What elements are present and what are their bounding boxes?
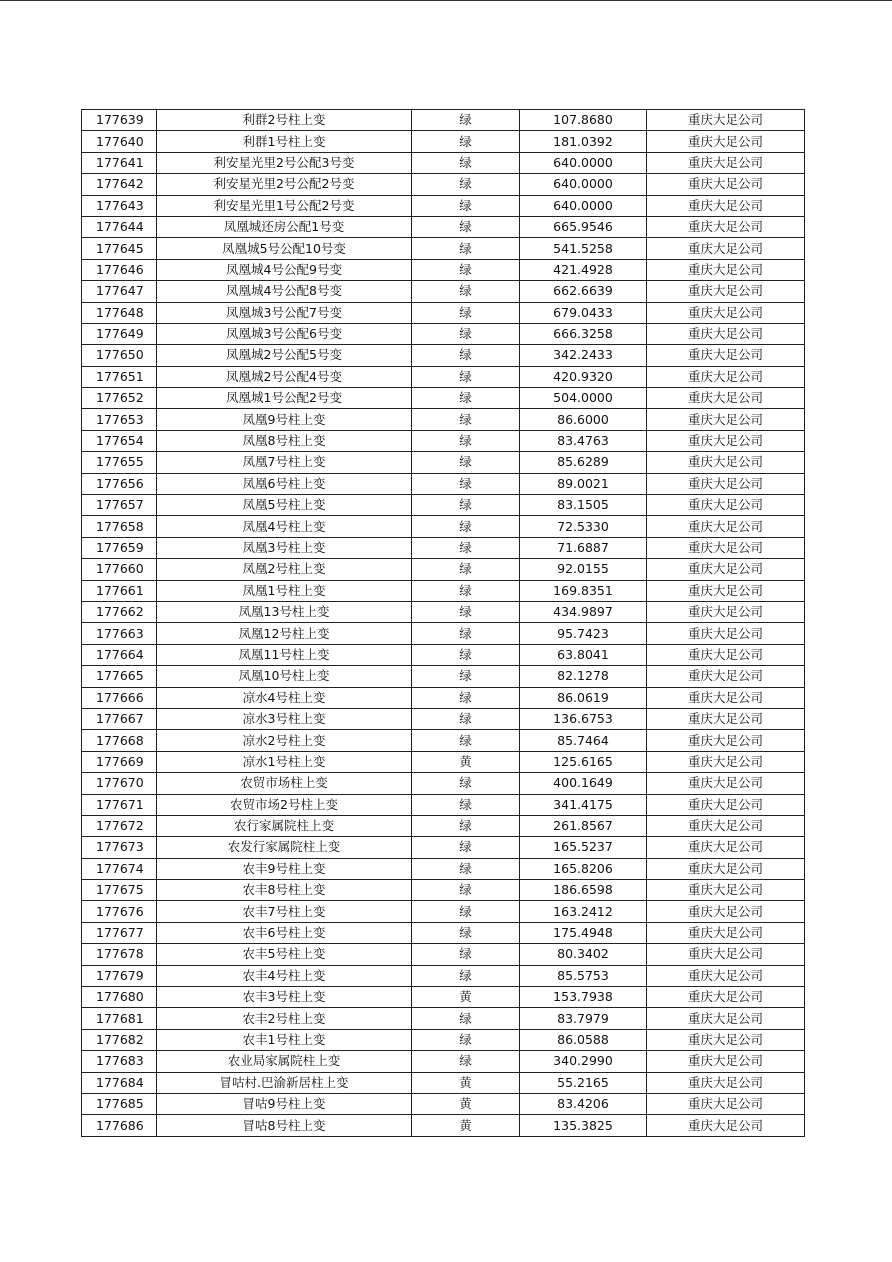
status-cell: 绿 (412, 174, 520, 195)
table-row (82, 730, 805, 751)
name-cell: 凉水3号柱上变 (157, 708, 412, 729)
status-cell: 绿 (412, 623, 520, 644)
value-cell: 421.4928 (520, 259, 647, 280)
name-cell: 农丰3号柱上变 (157, 987, 412, 1008)
company-cell: 重庆大足公司 (647, 238, 805, 259)
value-cell: 125.6165 (520, 751, 647, 772)
value-cell: 72.5330 (520, 516, 647, 537)
table-row (82, 495, 805, 516)
company-cell: 重庆大足公司 (647, 302, 805, 323)
value-cell: 175.4948 (520, 922, 647, 943)
company-cell: 重庆大足公司 (647, 987, 805, 1008)
id-cell: 177657 (82, 495, 157, 516)
status-cell: 绿 (412, 452, 520, 473)
name-cell: 冒咕8号柱上变 (157, 1115, 412, 1136)
status-cell: 黄 (412, 751, 520, 772)
status-cell: 绿 (412, 1029, 520, 1050)
name-cell: 凤凰城还房公配1号变 (157, 216, 412, 237)
id-cell: 177672 (82, 815, 157, 836)
value-cell: 169.8351 (520, 580, 647, 601)
name-cell: 凤凰2号柱上变 (157, 559, 412, 580)
id-cell: 177675 (82, 880, 157, 901)
status-cell: 绿 (412, 815, 520, 836)
company-cell: 重庆大足公司 (647, 388, 805, 409)
id-cell: 177667 (82, 708, 157, 729)
value-cell: 665.9546 (520, 216, 647, 237)
value-cell: 83.4206 (520, 1093, 647, 1114)
status-cell: 绿 (412, 580, 520, 601)
value-cell: 82.1278 (520, 666, 647, 687)
status-cell: 绿 (412, 430, 520, 451)
company-cell: 重庆大足公司 (647, 452, 805, 473)
company-cell: 重庆大足公司 (647, 1093, 805, 1114)
status-cell: 绿 (412, 345, 520, 366)
id-cell: 177645 (82, 238, 157, 259)
company-cell: 重庆大足公司 (647, 281, 805, 302)
value-cell: 153.7938 (520, 987, 647, 1008)
company-cell: 重庆大足公司 (647, 195, 805, 216)
id-cell: 177664 (82, 644, 157, 665)
transformer-table (81, 109, 805, 1137)
value-cell: 86.6000 (520, 409, 647, 430)
table-row (82, 110, 805, 131)
name-cell: 凤凰4号柱上变 (157, 516, 412, 537)
name-cell: 农丰4号柱上变 (157, 965, 412, 986)
id-cell: 177656 (82, 473, 157, 494)
id-cell: 177650 (82, 345, 157, 366)
id-cell: 177655 (82, 452, 157, 473)
value-cell: 181.0392 (520, 131, 647, 152)
name-cell: 利安星光里2号公配2号变 (157, 174, 412, 195)
status-cell: 绿 (412, 537, 520, 558)
company-cell: 重庆大足公司 (647, 409, 805, 430)
id-cell: 177640 (82, 131, 157, 152)
name-cell: 农发行家属院柱上变 (157, 837, 412, 858)
status-cell: 黄 (412, 1072, 520, 1093)
table-row (82, 452, 805, 473)
name-cell: 凤凰13号柱上变 (157, 601, 412, 622)
value-cell: 80.3402 (520, 944, 647, 965)
name-cell: 凤凰3号柱上变 (157, 537, 412, 558)
id-cell: 177641 (82, 152, 157, 173)
id-cell: 177683 (82, 1051, 157, 1072)
company-cell: 重庆大足公司 (647, 730, 805, 751)
table-row (82, 1115, 805, 1136)
id-cell: 177660 (82, 559, 157, 580)
id-cell: 177685 (82, 1093, 157, 1114)
table-row (82, 751, 805, 772)
table-row (82, 1072, 805, 1093)
status-cell: 绿 (412, 944, 520, 965)
table-row (82, 901, 805, 922)
company-cell: 重庆大足公司 (647, 473, 805, 494)
name-cell: 农丰9号柱上变 (157, 858, 412, 879)
name-cell: 凤凰6号柱上变 (157, 473, 412, 494)
company-cell: 重庆大足公司 (647, 858, 805, 879)
table-row (82, 1029, 805, 1050)
table-row (82, 195, 805, 216)
id-cell: 177669 (82, 751, 157, 772)
value-cell: 86.0619 (520, 687, 647, 708)
company-cell: 重庆大足公司 (647, 837, 805, 858)
id-cell: 177653 (82, 409, 157, 430)
table-row (82, 987, 805, 1008)
value-cell: 92.0155 (520, 559, 647, 580)
table-row (82, 794, 805, 815)
name-cell: 农丰2号柱上变 (157, 1008, 412, 1029)
name-cell: 利群2号柱上变 (157, 110, 412, 131)
value-cell: 83.1505 (520, 495, 647, 516)
company-cell: 重庆大足公司 (647, 110, 805, 131)
company-cell: 重庆大足公司 (647, 366, 805, 387)
id-cell: 177651 (82, 366, 157, 387)
name-cell: 农丰5号柱上变 (157, 944, 412, 965)
company-cell: 重庆大足公司 (647, 580, 805, 601)
id-cell: 177671 (82, 794, 157, 815)
name-cell: 农丰8号柱上变 (157, 880, 412, 901)
status-cell: 绿 (412, 559, 520, 580)
name-cell: 凤凰城2号公配4号变 (157, 366, 412, 387)
value-cell: 341.4175 (520, 794, 647, 815)
table-row (82, 216, 805, 237)
table-row (82, 131, 805, 152)
table-row (82, 708, 805, 729)
name-cell: 凤凰9号柱上变 (157, 409, 412, 430)
company-cell: 重庆大足公司 (647, 666, 805, 687)
company-cell: 重庆大足公司 (647, 687, 805, 708)
id-cell: 177674 (82, 858, 157, 879)
name-cell: 凤凰8号柱上变 (157, 430, 412, 451)
id-cell: 177680 (82, 987, 157, 1008)
name-cell: 凤凰5号柱上变 (157, 495, 412, 516)
company-cell: 重庆大足公司 (647, 922, 805, 943)
status-cell: 绿 (412, 366, 520, 387)
value-cell: 107.8680 (520, 110, 647, 131)
id-cell: 177676 (82, 901, 157, 922)
company-cell: 重庆大足公司 (647, 323, 805, 344)
status-cell: 绿 (412, 1008, 520, 1029)
value-cell: 400.1649 (520, 773, 647, 794)
id-cell: 177679 (82, 965, 157, 986)
company-cell: 重庆大足公司 (647, 559, 805, 580)
name-cell: 凤凰1号柱上变 (157, 580, 412, 601)
name-cell: 农业局家属院柱上变 (157, 1051, 412, 1072)
company-cell: 重庆大足公司 (647, 1072, 805, 1093)
value-cell: 85.5753 (520, 965, 647, 986)
id-cell: 177644 (82, 216, 157, 237)
table-row (82, 666, 805, 687)
id-cell: 177678 (82, 944, 157, 965)
value-cell: 640.0000 (520, 195, 647, 216)
value-cell: 434.9897 (520, 601, 647, 622)
status-cell: 绿 (412, 922, 520, 943)
id-cell: 177668 (82, 730, 157, 751)
value-cell: 55.2165 (520, 1072, 647, 1093)
status-cell: 绿 (412, 473, 520, 494)
status-cell: 绿 (412, 388, 520, 409)
table-row (82, 1051, 805, 1072)
status-cell: 绿 (412, 880, 520, 901)
table-row (82, 516, 805, 537)
table-row (82, 773, 805, 794)
company-cell: 重庆大足公司 (647, 345, 805, 366)
status-cell: 绿 (412, 708, 520, 729)
table-row (82, 409, 805, 430)
name-cell: 凉水1号柱上变 (157, 751, 412, 772)
company-cell: 重庆大足公司 (647, 601, 805, 622)
status-cell: 黄 (412, 1093, 520, 1114)
company-cell: 重庆大足公司 (647, 944, 805, 965)
company-cell: 重庆大足公司 (647, 965, 805, 986)
value-cell: 95.7423 (520, 623, 647, 644)
value-cell: 186.6598 (520, 880, 647, 901)
status-cell: 绿 (412, 1051, 520, 1072)
id-cell: 177682 (82, 1029, 157, 1050)
company-cell: 重庆大足公司 (647, 880, 805, 901)
name-cell: 凤凰城5号公配10号变 (157, 238, 412, 259)
value-cell: 85.7464 (520, 730, 647, 751)
company-cell: 重庆大足公司 (647, 815, 805, 836)
id-cell: 177659 (82, 537, 157, 558)
table-row (82, 238, 805, 259)
id-cell: 177652 (82, 388, 157, 409)
id-cell: 177648 (82, 302, 157, 323)
table-body (82, 110, 805, 1137)
table-row (82, 644, 805, 665)
company-cell: 重庆大足公司 (647, 623, 805, 644)
value-cell: 163.2412 (520, 901, 647, 922)
status-cell: 绿 (412, 773, 520, 794)
value-cell: 136.6753 (520, 708, 647, 729)
status-cell: 绿 (412, 601, 520, 622)
table-row (82, 837, 805, 858)
status-cell: 绿 (412, 110, 520, 131)
name-cell: 冒咕9号柱上变 (157, 1093, 412, 1114)
name-cell: 利安星光里1号公配2号变 (157, 195, 412, 216)
id-cell: 177643 (82, 195, 157, 216)
company-cell: 重庆大足公司 (647, 794, 805, 815)
table-row (82, 345, 805, 366)
id-cell: 177649 (82, 323, 157, 344)
value-cell: 165.5237 (520, 837, 647, 858)
value-cell: 89.0021 (520, 473, 647, 494)
id-cell: 177639 (82, 110, 157, 131)
table-row (82, 388, 805, 409)
table-row (82, 430, 805, 451)
id-cell: 177661 (82, 580, 157, 601)
name-cell: 凉水2号柱上变 (157, 730, 412, 751)
status-cell: 绿 (412, 495, 520, 516)
table-row (82, 580, 805, 601)
status-cell: 绿 (412, 666, 520, 687)
status-cell: 绿 (412, 516, 520, 537)
company-cell: 重庆大足公司 (647, 644, 805, 665)
value-cell: 640.0000 (520, 174, 647, 195)
name-cell: 凉水4号柱上变 (157, 687, 412, 708)
status-cell: 绿 (412, 965, 520, 986)
name-cell: 利安星光里2号公配3号变 (157, 152, 412, 173)
id-cell: 177677 (82, 922, 157, 943)
name-cell: 农贸市场2号柱上变 (157, 794, 412, 815)
name-cell: 利群1号柱上变 (157, 131, 412, 152)
value-cell: 86.0588 (520, 1029, 647, 1050)
status-cell: 黄 (412, 1115, 520, 1136)
table-row (82, 174, 805, 195)
value-cell: 340.2990 (520, 1051, 647, 1072)
value-cell: 85.6289 (520, 452, 647, 473)
value-cell: 504.0000 (520, 388, 647, 409)
name-cell: 农丰1号柱上变 (157, 1029, 412, 1050)
status-cell: 绿 (412, 837, 520, 858)
status-cell: 黄 (412, 987, 520, 1008)
name-cell: 凤凰12号柱上变 (157, 623, 412, 644)
id-cell: 177684 (82, 1072, 157, 1093)
table-row (82, 473, 805, 494)
company-cell: 重庆大足公司 (647, 174, 805, 195)
value-cell: 83.7979 (520, 1008, 647, 1029)
table-row (82, 152, 805, 173)
id-cell: 177646 (82, 259, 157, 280)
value-cell: 71.6887 (520, 537, 647, 558)
table-row (82, 880, 805, 901)
table-row (82, 623, 805, 644)
table-row (82, 858, 805, 879)
status-cell: 绿 (412, 687, 520, 708)
status-cell: 绿 (412, 323, 520, 344)
company-cell: 重庆大足公司 (647, 1008, 805, 1029)
name-cell: 凤凰城3号公配6号变 (157, 323, 412, 344)
company-cell: 重庆大足公司 (647, 708, 805, 729)
table-row (82, 922, 805, 943)
value-cell: 640.0000 (520, 152, 647, 173)
status-cell: 绿 (412, 152, 520, 173)
table-row (82, 815, 805, 836)
company-cell: 重庆大足公司 (647, 1051, 805, 1072)
company-cell: 重庆大足公司 (647, 1115, 805, 1136)
name-cell: 凤凰10号柱上变 (157, 666, 412, 687)
table-row (82, 559, 805, 580)
company-cell: 重庆大足公司 (647, 495, 805, 516)
company-cell: 重庆大足公司 (647, 901, 805, 922)
id-cell: 177681 (82, 1008, 157, 1029)
name-cell: 农行家属院柱上变 (157, 815, 412, 836)
table-row (82, 1093, 805, 1114)
status-cell: 绿 (412, 794, 520, 815)
status-cell: 绿 (412, 730, 520, 751)
status-cell: 绿 (412, 238, 520, 259)
name-cell: 凤凰城1号公配2号变 (157, 388, 412, 409)
id-cell: 177662 (82, 601, 157, 622)
status-cell: 绿 (412, 901, 520, 922)
table-row (82, 366, 805, 387)
id-cell: 177654 (82, 430, 157, 451)
id-cell: 177673 (82, 837, 157, 858)
table-row (82, 537, 805, 558)
value-cell: 135.3825 (520, 1115, 647, 1136)
id-cell: 177663 (82, 623, 157, 644)
company-cell: 重庆大足公司 (647, 152, 805, 173)
name-cell: 农丰6号柱上变 (157, 922, 412, 943)
table-row (82, 302, 805, 323)
value-cell: 165.8206 (520, 858, 647, 879)
value-cell: 63.8041 (520, 644, 647, 665)
status-cell: 绿 (412, 302, 520, 323)
id-cell: 177658 (82, 516, 157, 537)
id-cell: 177665 (82, 666, 157, 687)
status-cell: 绿 (412, 259, 520, 280)
name-cell: 农贸市场柱上变 (157, 773, 412, 794)
name-cell: 凤凰城4号公配9号变 (157, 259, 412, 280)
name-cell: 凤凰11号柱上变 (157, 644, 412, 665)
name-cell: 凤凰城3号公配7号变 (157, 302, 412, 323)
status-cell: 绿 (412, 409, 520, 430)
company-cell: 重庆大足公司 (647, 430, 805, 451)
name-cell: 凤凰7号柱上变 (157, 452, 412, 473)
value-cell: 662.6639 (520, 281, 647, 302)
company-cell: 重庆大足公司 (647, 216, 805, 237)
status-cell: 绿 (412, 281, 520, 302)
id-cell: 177666 (82, 687, 157, 708)
table-row (82, 601, 805, 622)
value-cell: 420.9320 (520, 366, 647, 387)
status-cell: 绿 (412, 195, 520, 216)
status-cell: 绿 (412, 858, 520, 879)
id-cell: 177647 (82, 281, 157, 302)
table-row (82, 1008, 805, 1029)
name-cell: 农丰7号柱上变 (157, 901, 412, 922)
name-cell: 凤凰城4号公配8号变 (157, 281, 412, 302)
name-cell: 冒咕村.巴渝新居柱上变 (157, 1072, 412, 1093)
company-cell: 重庆大足公司 (647, 773, 805, 794)
table-row (82, 259, 805, 280)
table-row (82, 944, 805, 965)
id-cell: 177686 (82, 1115, 157, 1136)
value-cell: 679.0433 (520, 302, 647, 323)
value-cell: 541.5258 (520, 238, 647, 259)
value-cell: 342.2433 (520, 345, 647, 366)
id-cell: 177670 (82, 773, 157, 794)
id-cell: 177642 (82, 174, 157, 195)
table-row (82, 281, 805, 302)
status-cell: 绿 (412, 131, 520, 152)
table-row (82, 687, 805, 708)
name-cell: 凤凰城2号公配5号变 (157, 345, 412, 366)
company-cell: 重庆大足公司 (647, 516, 805, 537)
value-cell: 261.8567 (520, 815, 647, 836)
status-cell: 绿 (412, 644, 520, 665)
company-cell: 重庆大足公司 (647, 751, 805, 772)
table-row (82, 323, 805, 344)
value-cell: 666.3258 (520, 323, 647, 344)
table-row (82, 965, 805, 986)
company-cell: 重庆大足公司 (647, 131, 805, 152)
company-cell: 重庆大足公司 (647, 1029, 805, 1050)
value-cell: 83.4763 (520, 430, 647, 451)
company-cell: 重庆大足公司 (647, 537, 805, 558)
company-cell: 重庆大足公司 (647, 259, 805, 280)
status-cell: 绿 (412, 216, 520, 237)
